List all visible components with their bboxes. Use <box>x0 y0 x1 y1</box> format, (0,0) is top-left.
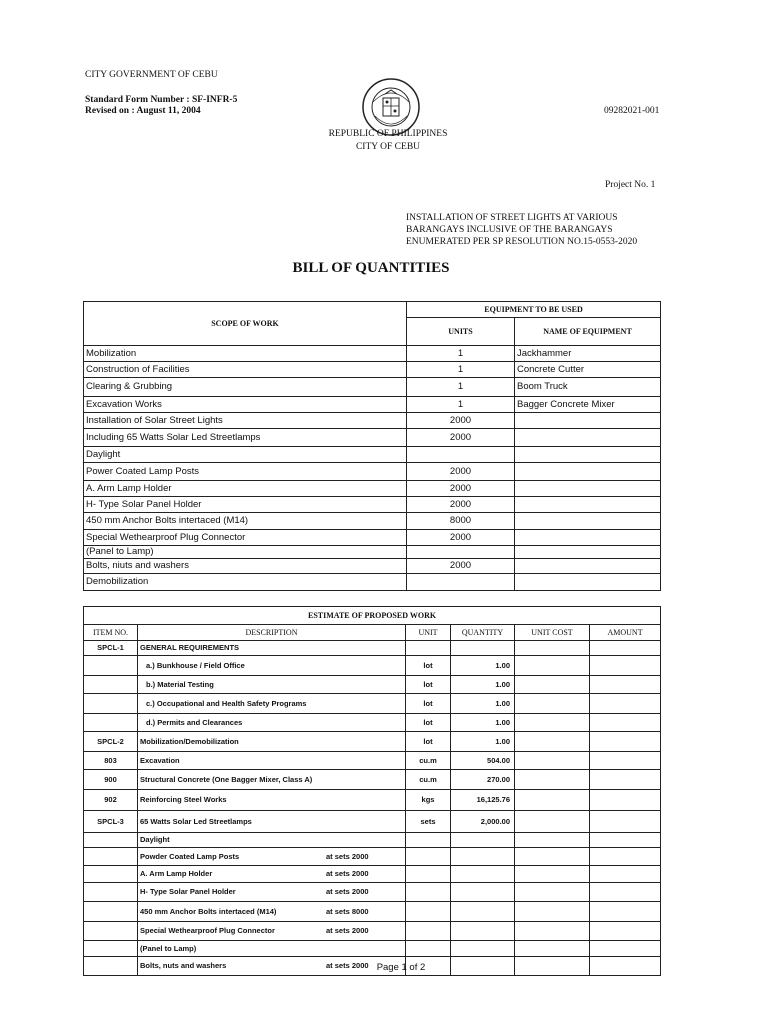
unit-cell: lot <box>406 694 451 714</box>
scope-cell: Clearing & Grubbing <box>84 378 407 397</box>
scope-header: SCOPE OF WORK <box>84 302 407 346</box>
estimate-title: ESTIMATE OF PROPOSED WORK <box>84 607 661 625</box>
quantity-note: at sets 2000 <box>326 926 369 935</box>
unit-cell: kgs <box>406 790 451 811</box>
estimate-row <box>84 922 661 941</box>
equipment-cell: Jackhammer <box>515 346 661 362</box>
col-header-quantity: QUANTITY <box>451 625 515 641</box>
estimate-row <box>84 883 661 902</box>
quantity-cell: 2,000.00 <box>451 811 515 833</box>
equipment-cell <box>515 413 661 429</box>
description-cell <box>138 922 406 941</box>
project-title <box>406 212 637 248</box>
quantity-cell <box>451 922 515 941</box>
quantity-cell: 1.00 <box>451 714 515 732</box>
city-government-label: CITY GOVERNMENT OF CEBU <box>85 70 218 80</box>
quantity-cell: 270.00 <box>451 770 515 790</box>
amount-cell <box>590 752 661 770</box>
scope-row <box>84 378 661 397</box>
estimate-row <box>84 656 661 676</box>
equipment-name-header: NAME OF EQUIPMENT <box>515 318 661 346</box>
unit-cell <box>406 641 451 656</box>
equipment-cell <box>515 546 661 559</box>
units-cell: 2000 <box>407 463 515 481</box>
equipment-cell: Concrete Cutter <box>515 362 661 378</box>
quantity-note: at sets 2000 <box>326 852 369 861</box>
item-number-cell: SPCL-3 <box>84 811 138 833</box>
description-text: 450 mm Anchor Bolts intertaced (M14) <box>140 907 277 916</box>
scope-cell: Installation of Solar Street Lights <box>84 413 407 429</box>
equipment-cell <box>515 447 661 463</box>
quantity-cell: 1.00 <box>451 656 515 676</box>
unit-cost-cell <box>515 941 590 957</box>
estimate-row <box>84 714 661 732</box>
description-cell <box>138 676 406 694</box>
description-text: Special Wethearproof Plug Connector <box>140 926 275 935</box>
description-text: Bolts, nuts and washers <box>140 961 227 970</box>
description-text: a.) Bunkhouse / Field Office <box>146 661 245 670</box>
item-number-cell: 900 <box>84 770 138 790</box>
description-text: A. Arm Lamp Holder <box>140 869 213 878</box>
units-header: UNITS <box>407 318 515 346</box>
amount-cell <box>590 676 661 694</box>
unit-cost-cell <box>515 883 590 902</box>
project-title-line: INSTALLATION OF STREET LIGHTS AT VARIOUS <box>406 213 618 223</box>
units-cell: 2000 <box>407 481 515 497</box>
description-cell <box>138 694 406 714</box>
unit-cell <box>406 866 451 883</box>
description-cell <box>138 833 406 848</box>
equipment-cell <box>515 513 661 530</box>
scope-cell: Special Wethearproof Plug Connector <box>84 530 407 546</box>
amount-cell <box>590 941 661 957</box>
quantity-cell <box>451 883 515 902</box>
scope-row <box>84 463 661 481</box>
amount-cell <box>590 922 661 941</box>
quantity-cell <box>451 866 515 883</box>
equipment-cell <box>515 574 661 591</box>
scope-row <box>84 559 661 574</box>
units-cell: 8000 <box>407 513 515 530</box>
quantity-cell: 1.00 <box>451 676 515 694</box>
quantity-cell: 504.00 <box>451 752 515 770</box>
quantity-note: at sets 2000 <box>326 887 369 896</box>
estimate-row <box>84 866 661 883</box>
unit-cell <box>406 848 451 866</box>
form-number: Standard Form Number : SF-INFR-5 <box>85 95 238 105</box>
description-text: b.) Material Testing <box>146 680 214 689</box>
scope-row <box>84 574 661 591</box>
description-text: 65 Watts Solar Led Streetlamps <box>140 817 252 826</box>
amount-cell <box>590 656 661 676</box>
amount-cell <box>590 833 661 848</box>
item-number-cell: 803 <box>84 752 138 770</box>
amount-cell <box>590 866 661 883</box>
unit-cell <box>406 883 451 902</box>
quantity-note: at sets 2000 <box>326 961 369 970</box>
unit-cell: lot <box>406 656 451 676</box>
scope-row <box>84 481 661 497</box>
quantity-cell <box>451 641 515 656</box>
item-number-cell <box>84 694 138 714</box>
unit-cost-cell <box>515 732 590 752</box>
page-title: BILL OF QUANTITIES <box>292 260 450 276</box>
project-title-line: ENUMERATED PER SP RESOLUTION NO.15-0553-2020 <box>406 237 638 247</box>
quantity-cell: 1.00 <box>451 732 515 752</box>
estimate-row <box>84 848 661 866</box>
description-text: c.) Occupational and Health Safety Programs <box>146 699 307 708</box>
units-cell: 2000 <box>407 559 515 574</box>
quantity-cell: 1.00 <box>451 694 515 714</box>
amount-cell <box>590 848 661 866</box>
equipment-cell <box>515 481 661 497</box>
scope-row <box>84 546 661 559</box>
units-cell: 1 <box>407 362 515 378</box>
description-text: d.) Permits and Clearances <box>146 718 243 727</box>
item-number-cell <box>84 714 138 732</box>
units-cell <box>407 447 515 463</box>
unit-cost-cell <box>515 656 590 676</box>
page-footer: Page 1 of 2 <box>376 962 426 973</box>
unit-cost-cell <box>515 848 590 866</box>
amount-cell <box>590 732 661 752</box>
description-cell <box>138 848 406 866</box>
scope-cell: A. Arm Lamp Holder <box>84 481 407 497</box>
scope-cell: Construction of Facilities <box>84 362 407 378</box>
estimate-row <box>84 790 661 811</box>
description-cell <box>138 752 406 770</box>
amount-cell <box>590 694 661 714</box>
units-cell: 2000 <box>407 429 515 447</box>
estimate-row <box>84 752 661 770</box>
item-number-cell <box>84 866 138 883</box>
description-cell <box>138 732 406 752</box>
amount-cell <box>590 770 661 790</box>
description-cell <box>138 811 406 833</box>
estimate-row <box>84 811 661 833</box>
quantity-cell <box>451 833 515 848</box>
scope-cell: Excavation Works <box>84 397 407 413</box>
unit-cost-cell <box>515 902 590 922</box>
description-cell <box>138 883 406 902</box>
unit-cell: cu.m <box>406 752 451 770</box>
scope-row <box>84 429 661 447</box>
equipment-cell <box>515 559 661 574</box>
project-number: Project No. 1 <box>605 180 656 190</box>
scope-row <box>84 530 661 546</box>
unit-cost-cell <box>515 714 590 732</box>
quantity-cell <box>451 848 515 866</box>
revised-on: Revised on : August 11, 2004 <box>85 106 201 116</box>
scope-row <box>84 513 661 530</box>
scope-row <box>84 497 661 513</box>
description-cell <box>138 941 406 957</box>
equipment-cell <box>515 463 661 481</box>
unit-cost-cell <box>515 866 590 883</box>
units-cell: 2000 <box>407 530 515 546</box>
scope-cell: H- Type Solar Panel Holder <box>84 497 407 513</box>
item-number-cell <box>84 902 138 922</box>
equipment-cell <box>515 530 661 546</box>
unit-cell: lot <box>406 732 451 752</box>
estimate-row <box>84 902 661 922</box>
scope-cell: Daylight <box>84 447 407 463</box>
scope-row <box>84 362 661 378</box>
description-text: Powder Coated Lamp Posts <box>140 852 240 861</box>
amount-cell <box>590 714 661 732</box>
amount-cell <box>590 902 661 922</box>
units-cell <box>407 574 515 591</box>
amount-cell <box>590 641 661 656</box>
scope-cell: Demobilization <box>84 574 407 591</box>
col-header-amount: AMOUNT <box>590 625 661 641</box>
quantity-cell <box>451 941 515 957</box>
scope-row <box>84 413 661 429</box>
project-title-line: BARANGAYS INCLUSIVE OF THE BARANGAYS <box>406 225 613 235</box>
estimate-table <box>83 606 661 976</box>
units-cell: 1 <box>407 397 515 413</box>
estimate-row <box>84 770 661 790</box>
col-header-unit-cost: UNIT COST <box>515 625 590 641</box>
unit-cell: lot <box>406 676 451 694</box>
item-number-cell <box>84 883 138 902</box>
equipment-cell: Boom Truck <box>515 378 661 397</box>
scope-row <box>84 346 661 362</box>
equipment-cell: Bagger Concrete Mixer <box>515 397 661 413</box>
unit-cost-cell <box>515 833 590 848</box>
unit-cell <box>406 922 451 941</box>
description-text: Excavation <box>140 756 180 765</box>
units-cell: 1 <box>407 378 515 397</box>
estimate-row <box>84 732 661 752</box>
city-label: CITY OF CEBU <box>355 142 421 152</box>
description-text: Mobilization/Demobilization <box>140 737 239 746</box>
unit-cost-cell <box>515 676 590 694</box>
item-number-cell: SPCL-1 <box>84 641 138 656</box>
description-cell <box>138 641 406 656</box>
quantity-cell <box>451 902 515 922</box>
description-cell <box>138 656 406 676</box>
unit-cost-cell <box>515 752 590 770</box>
item-number-cell <box>84 833 138 848</box>
units-cell: 2000 <box>407 497 515 513</box>
description-text: GENERAL REQUIREMENTS <box>140 643 240 652</box>
scope-cell: 450 mm Anchor Bolts intertaced (M14) <box>84 513 407 530</box>
description-cell <box>138 902 406 922</box>
scope-of-work-table <box>83 301 661 591</box>
unit-cost-cell <box>515 790 590 811</box>
unit-cost-cell <box>515 770 590 790</box>
item-number-cell <box>84 922 138 941</box>
unit-cell: cu.m <box>406 770 451 790</box>
scope-cell: Including 65 Watts Solar Led Streetlamps <box>84 429 407 447</box>
units-cell: 1 <box>407 346 515 362</box>
unit-cost-cell <box>515 641 590 656</box>
estimate-row <box>84 941 661 957</box>
scope-cell: Power Coated Lamp Posts <box>84 463 407 481</box>
col-header-description: DESCRIPTION <box>138 625 406 641</box>
equipment-header: EQUIPMENT TO BE USED <box>407 302 661 318</box>
scope-row <box>84 447 661 463</box>
unit-cell <box>406 833 451 848</box>
estimate-row <box>84 833 661 848</box>
estimate-row <box>84 694 661 714</box>
unit-cost-cell <box>515 922 590 941</box>
units-cell <box>407 546 515 559</box>
quantity-note: at sets 2000 <box>326 869 369 878</box>
scope-cell: (Panel to Lamp) <box>84 546 407 559</box>
item-number-cell <box>84 941 138 957</box>
description-text: Daylight <box>140 835 170 844</box>
description-text: Reinforcing Steel Works <box>140 795 227 804</box>
description-cell <box>138 770 406 790</box>
unit-cost-cell <box>515 694 590 714</box>
equipment-cell <box>515 497 661 513</box>
description-text: Structural Concrete (One Bagger Mixer, Class A) <box>140 775 313 784</box>
unit-cell: lot <box>406 714 451 732</box>
item-number-cell <box>84 656 138 676</box>
quantity-note: at sets 8000 <box>326 907 369 916</box>
item-number-cell: SPCL-2 <box>84 732 138 752</box>
unit-cost-cell <box>515 811 590 833</box>
amount-cell <box>590 790 661 811</box>
description-cell <box>138 790 406 811</box>
republic-label: REPUBLIC OF PHILIPPINES <box>328 129 448 139</box>
estimate-row <box>84 641 661 656</box>
unit-cell <box>406 941 451 957</box>
description-cell <box>138 714 406 732</box>
item-number-cell <box>84 676 138 694</box>
estimate-row <box>84 676 661 694</box>
unit-cell: sets <box>406 811 451 833</box>
document-number: 09282021-001 <box>604 106 660 116</box>
item-number-cell <box>84 848 138 866</box>
description-text: H- Type Solar Panel Holder <box>140 887 236 896</box>
col-header-unit: UNIT <box>406 625 451 641</box>
description-cell <box>138 866 406 883</box>
units-cell: 2000 <box>407 413 515 429</box>
amount-cell <box>590 883 661 902</box>
amount-cell <box>590 811 661 833</box>
quantity-cell: 16,125.76 <box>451 790 515 811</box>
equipment-cell <box>515 429 661 447</box>
unit-cell <box>406 902 451 922</box>
description-text: (Panel to Lamp) <box>140 944 197 953</box>
scope-cell: Bolts, niuts and washers <box>84 559 407 574</box>
col-header-item: ITEM NO. <box>84 625 138 641</box>
scope-row <box>84 397 661 413</box>
item-number-cell: 902 <box>84 790 138 811</box>
scope-cell: Mobilization <box>84 346 407 362</box>
